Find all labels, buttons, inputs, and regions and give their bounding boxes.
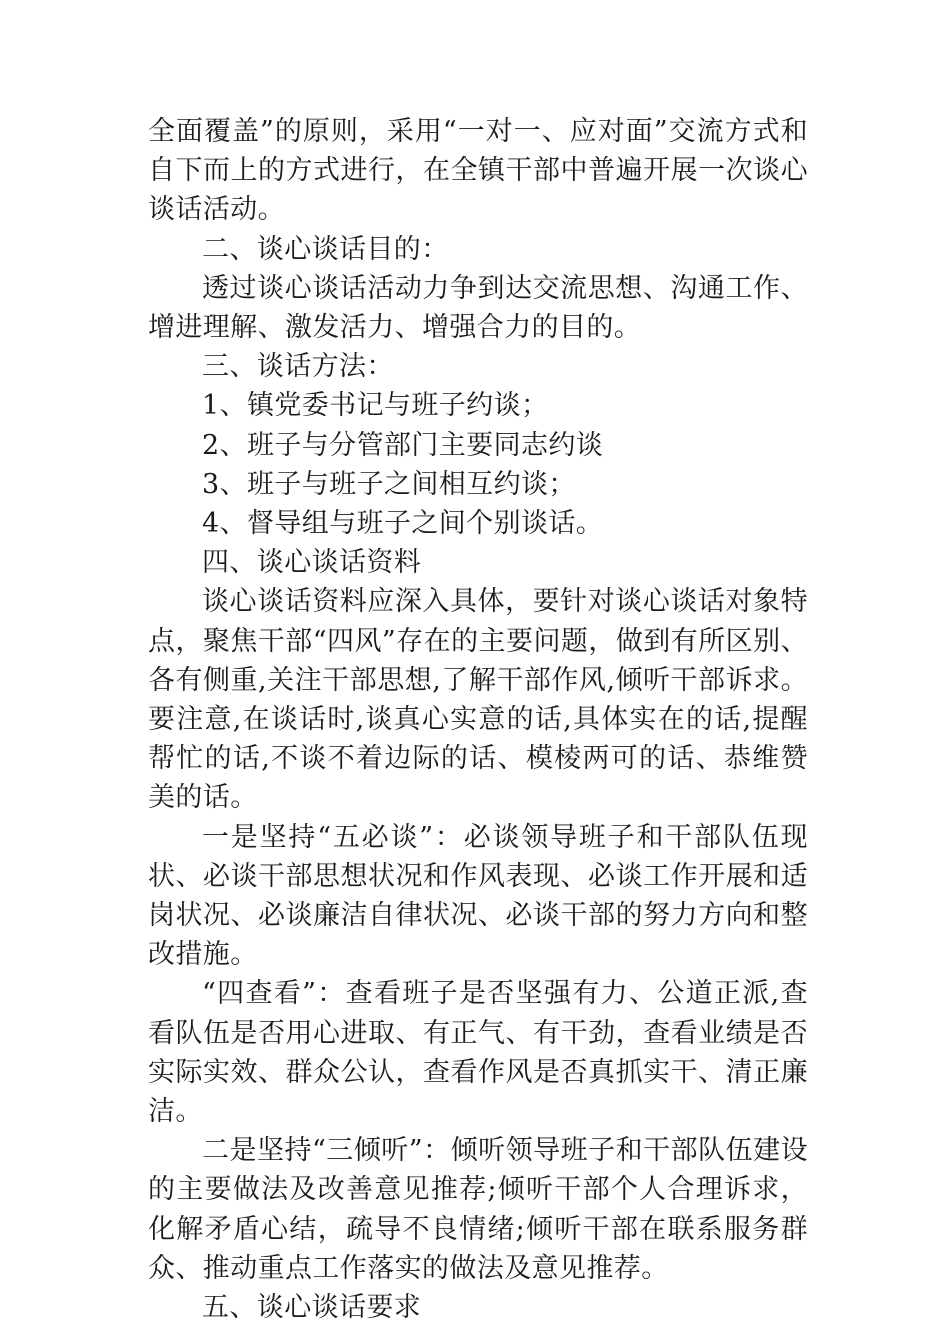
heading-purpose: 二、谈心谈话目的： — [202, 233, 449, 265]
document-body — [148, 112, 808, 1327]
paragraph-purpose: 透过谈心谈话活动力争到达交流思想、沟通工作、增进理解、激发活力、增强合力的目的。 — [148, 272, 808, 344]
method-item-3: 3、班子与班子之间相互约谈； — [202, 468, 576, 500]
heading-requirements: 五、谈心谈话要求 — [202, 1292, 422, 1324]
paragraph-five-must-talk: 一是坚持“五必谈”：必谈领导班子和干部队伍现状、必谈干部思想状况和作风表现、必谈工作开展和适岗状况、必谈廉洁自律状况、必谈干部的努力方向和整改措施。 — [148, 821, 808, 971]
method-item-1: 1、镇党委书记与班子约谈； — [202, 390, 549, 422]
paragraph-four-check: “四查看”：查看班子是否坚强有力、公道正派,查看队伍是否用心进取、有正气、有干劲，查看业绩是否实际实效、群众公认，查看作风是否真抓实干、清正廉洁。 — [148, 978, 808, 1128]
method-item-2: 2、班子与分管部门主要同志约谈 — [202, 429, 604, 461]
paragraph-content: 谈心谈话资料应深入具体，要针对谈心谈话对象特点，聚焦干部“四风”存在的主要问题，做到有所区别、各有侧重,关注干部思想,了解干部作风,倾听干部诉求。要注意,在谈话时,谈真心实意的话,具体实在的话,提醒帮忙的话,不谈不着边际的话、模棱两可的话、恭维赞美的话。 — [148, 586, 808, 814]
heading-method: 三、谈话方法： — [202, 351, 394, 383]
paragraph-intro-continuation: 全面覆盖”的原则，采用“一对一、应对面”交流方式和自下而上的方式进行，在全镇干部中普遍开展一次谈心谈话活动。 — [148, 116, 808, 226]
paragraph-three-listen: 二是坚持“三倾听”：倾听领导班子和干部队伍建设的主要做法及改善意见推荐;倾听干部个人合理诉求，化解矛盾心结，疏导不良情绪;倾听干部在联系服务群众、推动重点工作落实的做法及意见推荐。 — [148, 1135, 808, 1284]
heading-content: 四、谈心谈话资料 — [202, 547, 422, 579]
method-item-4: 4、督导组与班子之间个别谈话。 — [202, 508, 604, 540]
